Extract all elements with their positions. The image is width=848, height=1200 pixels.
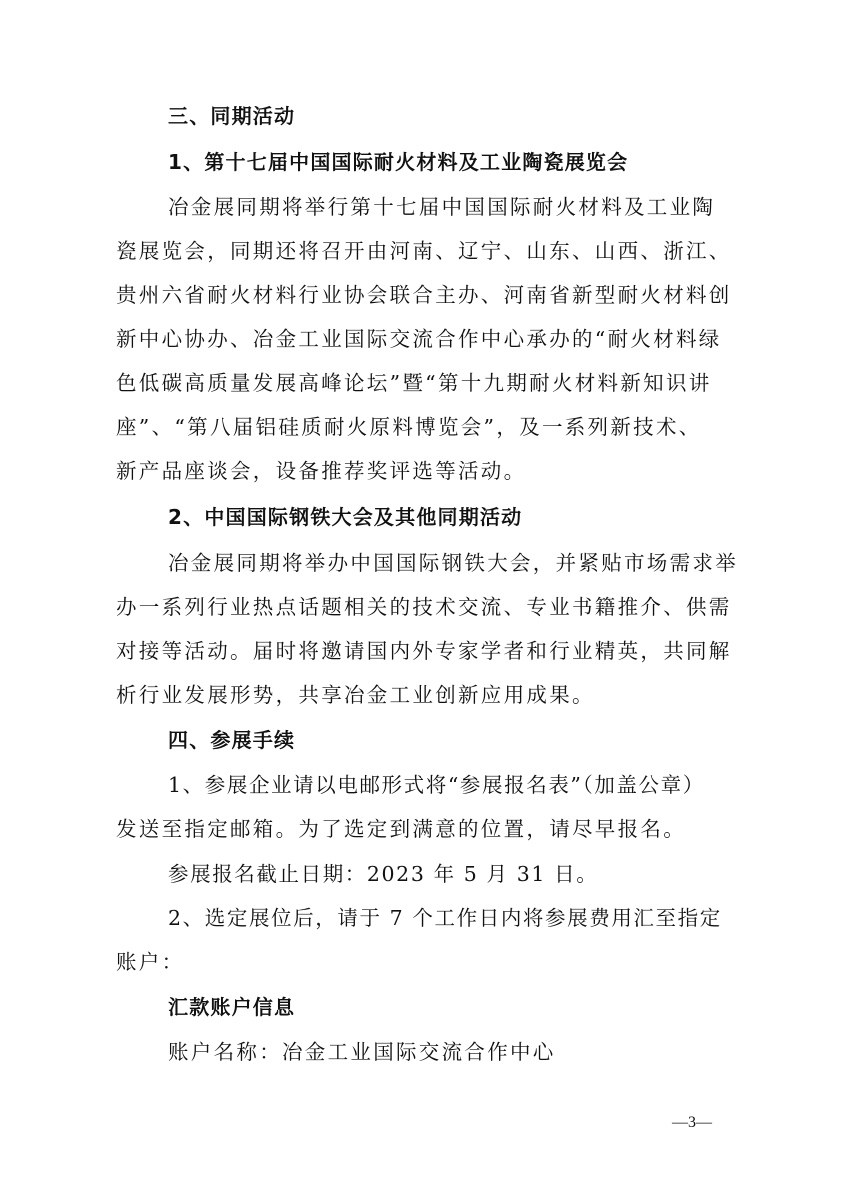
paragraph-line: 座”、“第八届铝硅质耐火原料博览会”，及一系列新技术、 — [116, 415, 702, 439]
paragraph-line: 新中心协办、冶金工业国际交流合作中心承办的“耐火材料绿 — [116, 327, 722, 351]
paragraph-line: 新产品座谈会，设备推荐奖评选等活动。 — [116, 459, 527, 483]
section-heading-4: 四、参展手续 — [168, 728, 296, 752]
paragraph-line: 账户： — [116, 950, 185, 974]
paragraph-line: 2、选定展位后，请于 7 个工作日内将参展费用汇至指定 — [168, 906, 722, 930]
paragraph-line: 冶金展同期将举办中国国际钢铁大会，并紧贴市场需求举 — [168, 551, 738, 575]
paragraph-line: 析行业发展形势，共享冶金工业创新应用成果。 — [116, 683, 595, 707]
paragraph-line: 冶金展同期将举行第十七届中国国际耐火材料及工业陶 — [168, 195, 716, 219]
subsection-heading-3-2: 2、中国国际钢铁大会及其他同期活动 — [168, 505, 523, 529]
section-heading-3: 三、同期活动 — [168, 104, 296, 128]
paragraph-line: 对接等活动。届时将邀请国内外专家学者和行业精英，共同解 — [116, 639, 732, 663]
paragraph-line: 办一系列行业热点话题相关的技术交流、专业书籍推介、供需 — [116, 595, 732, 619]
paragraph-line: 色低碳高质量发展高峰论坛”暨“第十九期耐火材料新知识讲 — [116, 371, 712, 395]
paragraph-line: 发送至指定邮箱。为了选定到满意的位置，请尽早报名。 — [116, 817, 686, 841]
paragraph-line: 瓷展览会，同期还将召开由河南、辽宁、山东、山西、浙江、 — [116, 239, 732, 263]
paragraph-line: 1、参展企业请以电邮形式将“参展报名表”（加盖公章） — [168, 773, 705, 797]
account-info-heading: 汇款账户信息 — [168, 995, 296, 1019]
paragraph-line: 贵州六省耐火材料行业协会联合主办、河南省新型耐火材料创 — [116, 283, 732, 307]
account-name-line: 账户名称：冶金工业国际交流合作中心 — [168, 1040, 556, 1064]
page-number: —3— — [672, 1114, 712, 1131]
deadline-line: 参展报名截止日期：2023 年 5 月 31 日。 — [168, 862, 599, 886]
subsection-heading-3-1: 1、第十七届中国国际耐火材料及工业陶瓷展览会 — [168, 150, 629, 174]
